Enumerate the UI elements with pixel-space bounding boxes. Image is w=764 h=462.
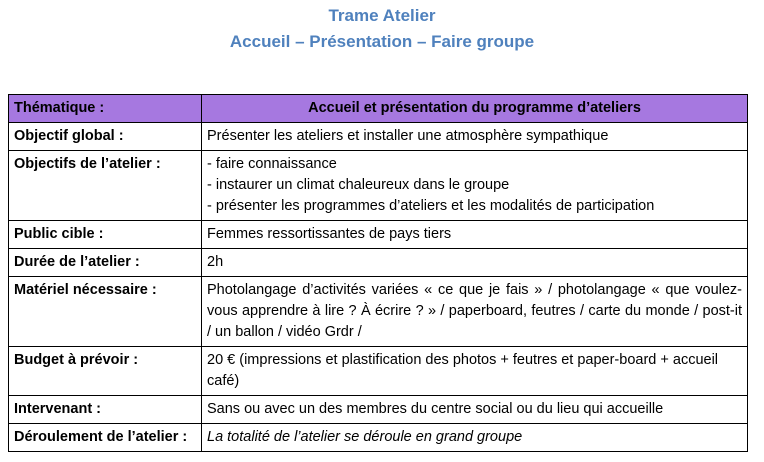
table-row-thematique	[9, 95, 748, 123]
table-row-intervenant	[9, 396, 748, 424]
budget-value: 20 € (impressions et plastification des photos + feutres et paper-board + accueil café)	[202, 347, 748, 396]
objectif-item: - instaurer un climat chaleureux dans le groupe	[207, 177, 510, 193]
intervenant-value: Sans ou avec un des membres du centre social ou du lieu qui accueille	[202, 396, 748, 424]
budget-label: Budget à prévoir :	[9, 347, 202, 396]
table-row-budget	[9, 347, 748, 396]
duree-value: 2h	[202, 249, 748, 277]
workshop-table	[8, 94, 748, 452]
table-row-objectif-global	[9, 123, 748, 151]
deroulement-value: La totalité de l’atelier se déroule en grand groupe	[202, 424, 748, 452]
table-row-objectifs-atelier	[9, 151, 748, 221]
objectif-item: - faire connaissance	[207, 156, 337, 172]
materiel-label: Matériel nécessaire :	[9, 277, 202, 347]
public-cible-value: Femmes ressortissantes de pays tiers	[202, 221, 748, 249]
deroulement-label: Déroulement de l’atelier :	[9, 424, 202, 452]
table-row-duree	[9, 249, 748, 277]
thematique-label: Thématique :	[9, 95, 202, 123]
public-cible-label: Public cible :	[9, 221, 202, 249]
thematique-value: Accueil et présentation du programme d’ateliers	[202, 95, 748, 123]
objectifs-atelier-value	[202, 151, 748, 221]
objectif-item: - présenter les programmes d’ateliers et les modalités de participation	[207, 198, 655, 214]
table-row-materiel	[9, 277, 748, 347]
document-subtitle: Accueil – Présentation – Faire groupe	[229, 32, 535, 51]
table-row-public-cible	[9, 221, 748, 249]
intervenant-label: Intervenant :	[9, 396, 202, 424]
objectif-global-label: Objectif global :	[9, 123, 202, 151]
duree-label: Durée de l’atelier :	[9, 249, 202, 277]
table-row-deroulement	[9, 424, 748, 452]
objectifs-atelier-label: Objectifs de l’atelier :	[9, 151, 202, 221]
materiel-value: Photolangage d’activités variées « ce que je fais » / photolangage « que voulez-vous apprendre à lire ? À écrire ? » / paperboard, feutres / carte du monde / post-it / un ballon / vidéo Grdr /	[202, 277, 748, 347]
objectif-global-value: Présenter les ateliers et installer une atmosphère sympathique	[202, 123, 748, 151]
document-title: Trame Atelier	[328, 6, 436, 25]
